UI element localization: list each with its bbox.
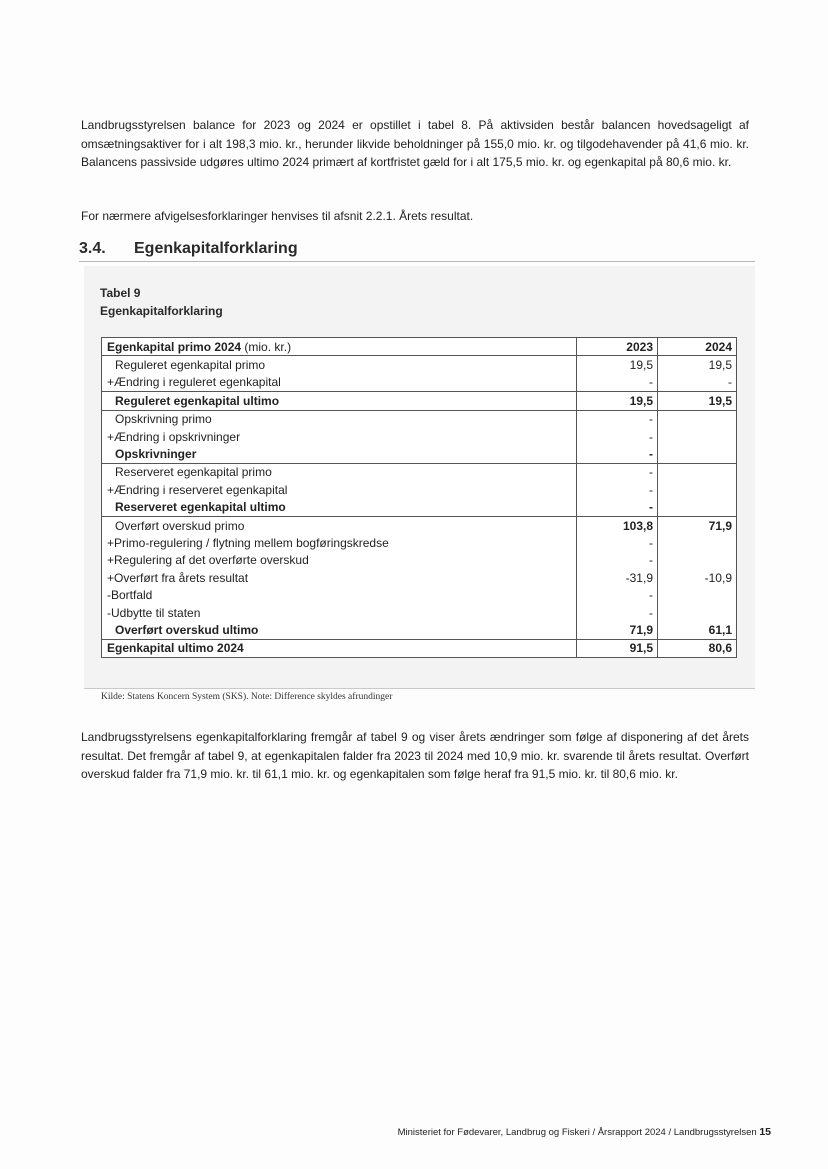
row-label: -Bortfald [102,586,577,603]
table-row [102,463,737,481]
row-value-2023: - [577,374,658,392]
row-value-2023: 19,5 [577,356,658,374]
row-label: +Ændring i reserveret egenkapital [102,481,577,498]
table-row [102,374,737,392]
row-value-2023: - [577,481,658,498]
table-row [102,481,737,498]
row-label: +Overført fra årets resultat [102,569,577,586]
row-label: +Ændring i opskrivninger [102,428,577,445]
header-label-bold: Egenkapital primo 2024 [107,339,242,354]
page-number: 15 [759,1126,771,1138]
table-row [102,586,737,603]
table-row [102,428,737,445]
row-value-2023: 71,9 [577,621,658,639]
row-value-2024: -10,9 [658,569,737,586]
row-value-2023: - [577,534,658,551]
row-value-2024 [658,481,737,498]
table-row [102,356,737,374]
row-label: Egenkapital ultimo 2024 [102,639,577,657]
row-value-2023: - [577,604,658,621]
row-value-2023: 19,5 [577,392,658,410]
table-header-row [102,338,737,356]
header-2024: 2024 [658,338,737,356]
row-label: Reserveret egenkapital ultimo [102,499,577,517]
header-label-unit: (mio. kr.) [241,339,292,354]
row-label: Opskrivninger [102,445,577,463]
row-value-2024 [658,445,737,463]
row-value-2024: 71,9 [658,516,737,534]
row-value-2024 [658,586,737,603]
header-label [102,338,577,356]
row-label: +Primo-regulering / flytning mellem bogføringskredse [102,534,577,551]
table-row [102,552,737,569]
row-value-2024: 19,5 [658,356,737,374]
table-number: Tabel 9 [100,286,141,300]
row-value-2024: - [658,374,737,392]
row-value-2024 [658,499,737,517]
header-2023: 2023 [577,338,658,356]
row-label: +Ændring i reguleret egenkapital [102,374,577,392]
row-label: Reserveret egenkapital primo [102,463,577,481]
row-value-2024 [658,604,737,621]
table-title: Egenkapitalforklaring [100,304,223,318]
row-value-2023: - [577,463,658,481]
row-value-2023: - [577,586,658,603]
table-row [102,534,737,551]
conclusion-paragraph: Landbrugsstyrelsens egenkapitalforklaring fremgår af tabel 9 og viser årets ændringer som følge af disponering af det årets resultat. Det fremgår af tabel 9, at egenkapitalen falder fra 2023 til 2024 med 10,9 mio. kr. svarende til årets resultat. Overført overskud falder fra 71,9 mio. kr. til 61,1 mio. kr. og egenkapitalen som følge heraf fra 91,5 mio. kr. til 80,6 mio. kr. [81,730,749,782]
page-footer [398,1126,771,1138]
table-subtotal-row [102,621,737,639]
row-value-2024: 19,5 [658,392,737,410]
row-value-2024 [658,534,737,551]
row-label: +Regulering af det overførte overskud [102,552,577,569]
row-value-2024 [658,410,737,428]
section-heading [79,240,755,262]
row-value-2023: - [577,410,658,428]
row-label: Reguleret egenkapital primo [102,356,577,374]
table-subtotal-row [102,499,737,517]
table-row [102,569,737,586]
row-value-2023: - [577,552,658,569]
table-row [102,516,737,534]
row-label: -Udbytte til staten [102,604,577,621]
row-value-2023: - [577,499,658,517]
row-label: Overført overskud ultimo [102,621,577,639]
table-row [102,410,737,428]
section-number: 3.4. [79,240,106,257]
row-label: Opskrivning primo [102,410,577,428]
reference-paragraph: For nærmere afvigelsesforklaringer henvises til afsnit 2.2.1. Årets resultat. [81,209,474,223]
table-subtotal-row [102,445,737,463]
table-row [102,604,737,621]
row-value-2023: 103,8 [577,516,658,534]
row-value-2024 [658,463,737,481]
equity-table [101,337,737,658]
table-source-note: Kilde: Statens Koncern System (SKS). Note: Difference skyldes afrundinger [101,692,393,702]
row-value-2024: 80,6 [658,639,737,657]
row-value-2023: - [577,445,658,463]
row-value-2023: -31,9 [577,569,658,586]
row-value-2024 [658,428,737,445]
section-title: Egenkapitalforklaring [134,240,298,257]
row-value-2024: 61,1 [658,621,737,639]
row-label: Reguleret egenkapital ultimo [102,392,577,410]
table-subtotal-row [102,392,737,410]
row-label: Overført overskud primo [102,516,577,534]
table-total-row [102,639,737,657]
footer-text: Ministeriet for Fødevarer, Landbrug og Fiskeri / Årsrapport 2024 / Landbrugsstyrelsen [397,1127,757,1138]
intro-paragraph: Landbrugsstyrelsen balance for 2023 og 2024 er opstillet i tabel 8. På aktivsiden består balancen hovedsageligt af omsætningsaktiver for i alt 198,3 mio. kr., herunder likvide beholdninger på 155,0 mio. kr. og tilgodehavender på 41,6 mio. kr. Balancens passivside udgøres ultimo 2024 primært af kortfristet gæld for i alt 175,5 mio. kr. og egenkapital på 80,6 mio. kr. [81,118,749,170]
row-value-2023: - [577,428,658,445]
row-value-2024 [658,552,737,569]
row-value-2023: 91,5 [577,639,658,657]
